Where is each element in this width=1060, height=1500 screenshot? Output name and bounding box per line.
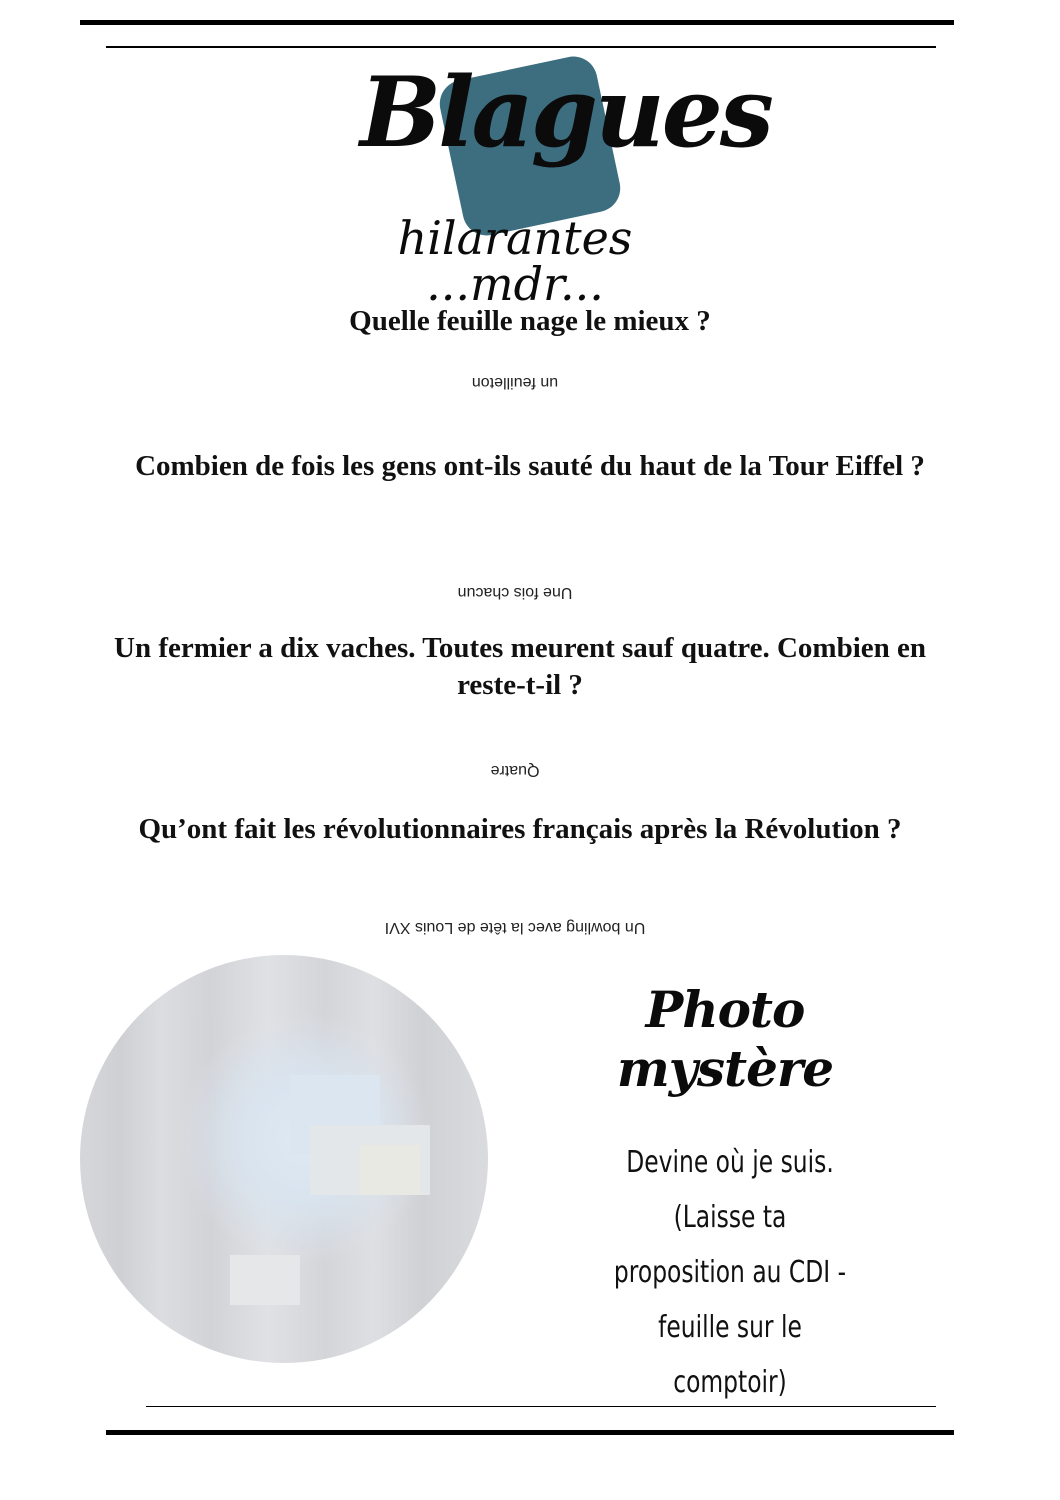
joke-question-1: Quelle feuille nage le mieux ? bbox=[349, 305, 711, 337]
mystery-photo bbox=[80, 955, 488, 1363]
logo-title: Blagues bbox=[360, 56, 771, 169]
joke-answer-3: Quatre bbox=[490, 762, 540, 779]
top-thin-rule bbox=[106, 46, 936, 48]
bottom-thick-rule bbox=[106, 1430, 954, 1435]
photo-pixel-block bbox=[230, 1255, 300, 1305]
mystery-title: Photo mystère bbox=[616, 980, 834, 1098]
logo bbox=[360, 55, 771, 311]
joke-question-4: Qu’ont fait les révolutionnaires français après la Révolution ? bbox=[138, 813, 902, 845]
joke-answer-1: un feuilleton bbox=[471, 374, 559, 391]
photo-pixel-block bbox=[360, 1145, 420, 1195]
bottom-thin-rule bbox=[146, 1406, 936, 1407]
top-thick-rule bbox=[80, 20, 954, 25]
joke-answer-2: Une fois chacun bbox=[457, 584, 573, 601]
joke-question-2: Combien de fois les gens ont-ils sauté du haut de la Tour Eiffel ? bbox=[135, 450, 925, 482]
joke-question-3: Un fermier a dix vaches. Toutes meurent sauf quatre. Combien en reste-t-il ? bbox=[114, 632, 926, 701]
mystery-text: Devine où je suis. (Laisse ta proposition au CDI -feuille sur le comptoir) bbox=[613, 1145, 847, 1400]
joke-answer-4: Un bowling avec la tête de Louis XVI bbox=[384, 919, 646, 936]
logo-subtitle: hilarantes ...mdr... bbox=[397, 211, 633, 311]
